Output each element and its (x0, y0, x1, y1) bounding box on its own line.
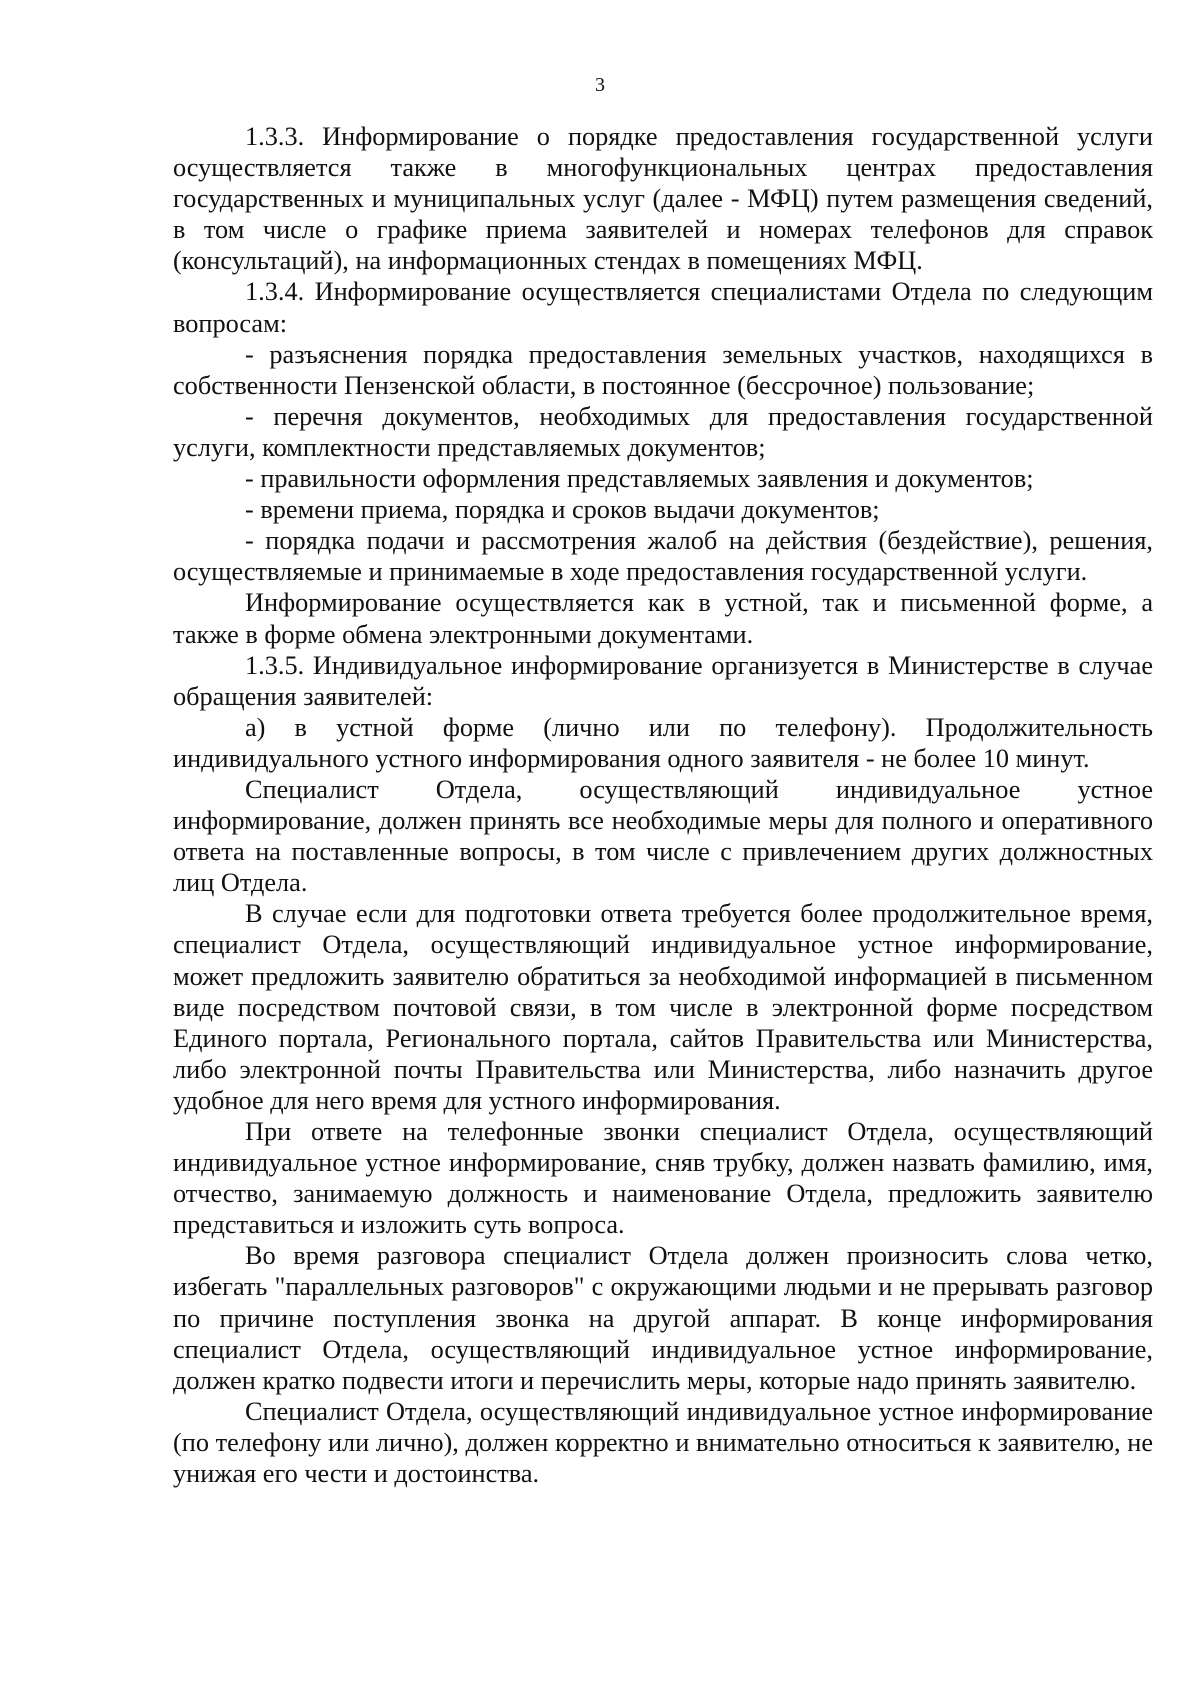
list-item-correctness: - правильности оформления представляемых заявления и документов; (245, 464, 1034, 494)
paragraph-phone-calls: При ответе на телефонные звонки специалист Отдела, осуществляющий индивидуальное устное информирование, сняв трубку, должен назвать фамилию, имя, отчество, занимаемую должность и наименование Отдела, предложить заявителю представиться и изложить суть вопроса. (173, 1117, 1153, 1240)
paragraph-1-3-4: 1.3.4. Информирование осуществляется специалистами Отдела по следующим вопросам: (173, 277, 1153, 338)
list-item-complaints: - порядка подачи и рассмотрения жалоб на действия (бездействие), решения, осуществляемые и принимаемые в ходе предоставления государственной услуги. (173, 526, 1153, 587)
paragraph-respect: Специалист Отдела, осуществляющий индивидуальное устное информирование (по телефону или лично), должен корректно и внимательно относиться к заявителю, не унижая его чести и достоинства. (173, 1396, 1153, 1489)
document-body (173, 121, 1153, 1489)
paragraph-forms: Информирование осуществляется как в устной, так и письменной форме, а также в форме обмена электронными документами. (173, 588, 1153, 649)
paragraph-1-3-5: 1.3.5. Индивидуальное информирование организуется в Министерстве в случае обращения заявителей: (173, 650, 1153, 711)
paragraph-conversation: Во время разговора специалист Отдела должен произносить слова четко, избегать "параллельных разговоров" с окружающими людьми и не прерывать разговор по причине поступления звонка на другой аппарат. В конце информирования специалист Отдела, осуществляющий индивидуальное устное информирование, должен кратко подвести итоги и перечислить меры, которые надо принять заявителю. (173, 1241, 1153, 1395)
paragraph-1-3-3: 1.3.3. Информирование о порядке предоставления государственной услуги осуществляется также в многофункциональных центрах предоставления государственных и муниципальных услуг (далее - МФЦ) путем размещения сведений, в том числе о графике приема заявителей и номерах телефонов для справок (консультаций), на информационных стендах в помещениях МФЦ. (173, 122, 1153, 276)
list-item-documents: - перечня документов, необходимых для предоставления государственной услуги, комплектности представляемых документов; (173, 401, 1153, 462)
page-number: 3 (595, 74, 605, 96)
list-item-explanation: - разъяснения порядка предоставления земельных участков, находящихся в собственности Пензенской области, в постоянное (бессрочное) пользование; (173, 339, 1153, 400)
list-item-schedule: - времени приема, порядка и сроков выдачи документов; (245, 495, 880, 525)
paragraph-oral-form: а) в устной форме (лично или по телефону). Продолжительность индивидуального устного информирования одного заявителя - не более 10 минут. (173, 712, 1153, 773)
paragraph-longer-time: В случае если для подготовки ответа требуется более продолжительное время, специалист Отдела, осуществляющий индивидуальное устное информирование, может предложить заявителю обратиться за необходимой информацией в письменном виде посредством почтовой связи, в том числе в электронной форме посредством Единого портала, Регионального портала, сайтов Правительства или Министерства, либо электронной почты Правительства или Министерства, либо назначить другое удобное для него время для устного информирования. (173, 899, 1153, 1115)
paragraph-specialist-measures: Специалист Отдела, осуществляющий индивидуальное устное информирование, должен принять все необходимые меры для полного и оперативного ответа на поставленные вопросы, в том числе с привлечением других должностных лиц Отдела. (173, 774, 1153, 898)
